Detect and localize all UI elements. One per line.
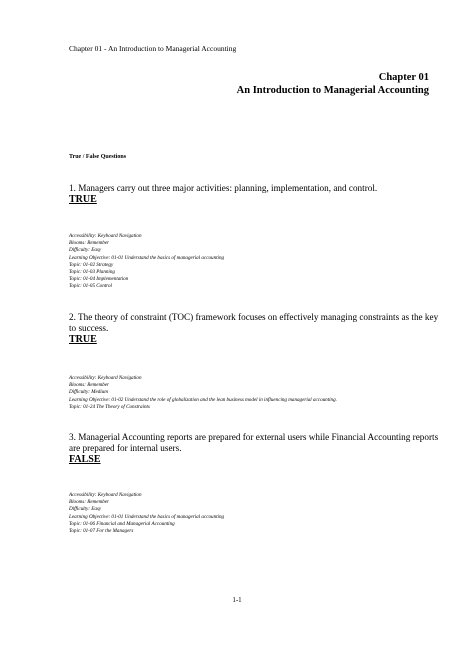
- meta-line: Topic: 01-04 Implementation: [69, 276, 129, 283]
- question-2: [69, 312, 439, 346]
- chapter-title: [237, 71, 429, 97]
- meta-line: Learning Objective: 01-01 Understand the basics of managerial accounting: [69, 254, 225, 261]
- question-1: [69, 183, 439, 206]
- answer-key: FALSE: [69, 454, 101, 465]
- meta-line: Topic: 01-05 Control: [69, 283, 112, 290]
- meta-line: Learning Objective: 01-01 Understand the basics of managerial accounting: [69, 513, 225, 520]
- question-2-metadata: [69, 375, 449, 411]
- meta-line: Topic: 01-07 For the Managers: [69, 528, 134, 535]
- answer-key: TRUE: [69, 194, 97, 205]
- meta-line: Accessibility: Keyboard Navigation: [69, 375, 142, 381]
- question-text: 3. Managerial Accounting reports are prepared for external users while Financial Accounting reports are prepared for internal users.: [69, 432, 439, 453]
- meta-line: Blooms: Remember: [69, 240, 110, 247]
- question-text: 1. Managers carry out three major activities: planning, implementation, and control.: [69, 183, 378, 193]
- question-text: 2. The theory of constraint (TOC) framework focuses on effectively managing constraints as the key to success.: [69, 312, 439, 333]
- meta-line: Topic: 01-24 The Theory of Constraints: [69, 403, 150, 410]
- meta-line: Accessibility: Keyboard Navigation: [69, 233, 142, 239]
- meta-line: Topic: 01-06 Financial and Managerial Accounting: [69, 520, 175, 527]
- meta-line: Blooms: Remember: [69, 499, 110, 506]
- meta-line: Learning Objective: 01-02 Understand the role of globalization and the lean business model in influencing managerial accounting.: [69, 396, 337, 403]
- meta-line: Topic: 01-03 Planning: [69, 269, 115, 276]
- meta-line: Difficulty: Easy: [69, 247, 102, 254]
- section-heading: True / False Questions: [69, 154, 127, 160]
- meta-line: Difficulty: Easy: [69, 506, 102, 513]
- running-header: Chapter 01 - An Introduction to Managerial Accounting: [69, 44, 237, 53]
- page-number: 1-1: [232, 596, 242, 604]
- meta-line: Topic: 01-02 Strategy: [69, 261, 114, 268]
- meta-line: Difficulty: Medium: [69, 389, 108, 396]
- meta-line: Accessibility: Keyboard Navigation: [69, 492, 142, 498]
- question-3: [69, 432, 439, 466]
- question-3-metadata: [69, 492, 449, 535]
- answer-key: TRUE: [69, 334, 97, 345]
- meta-line: Blooms: Remember: [69, 382, 110, 389]
- question-1-metadata: [69, 233, 449, 291]
- chapter-name: An Introduction to Managerial Accounting: [236, 85, 429, 96]
- chapter-number: Chapter 01: [378, 72, 429, 83]
